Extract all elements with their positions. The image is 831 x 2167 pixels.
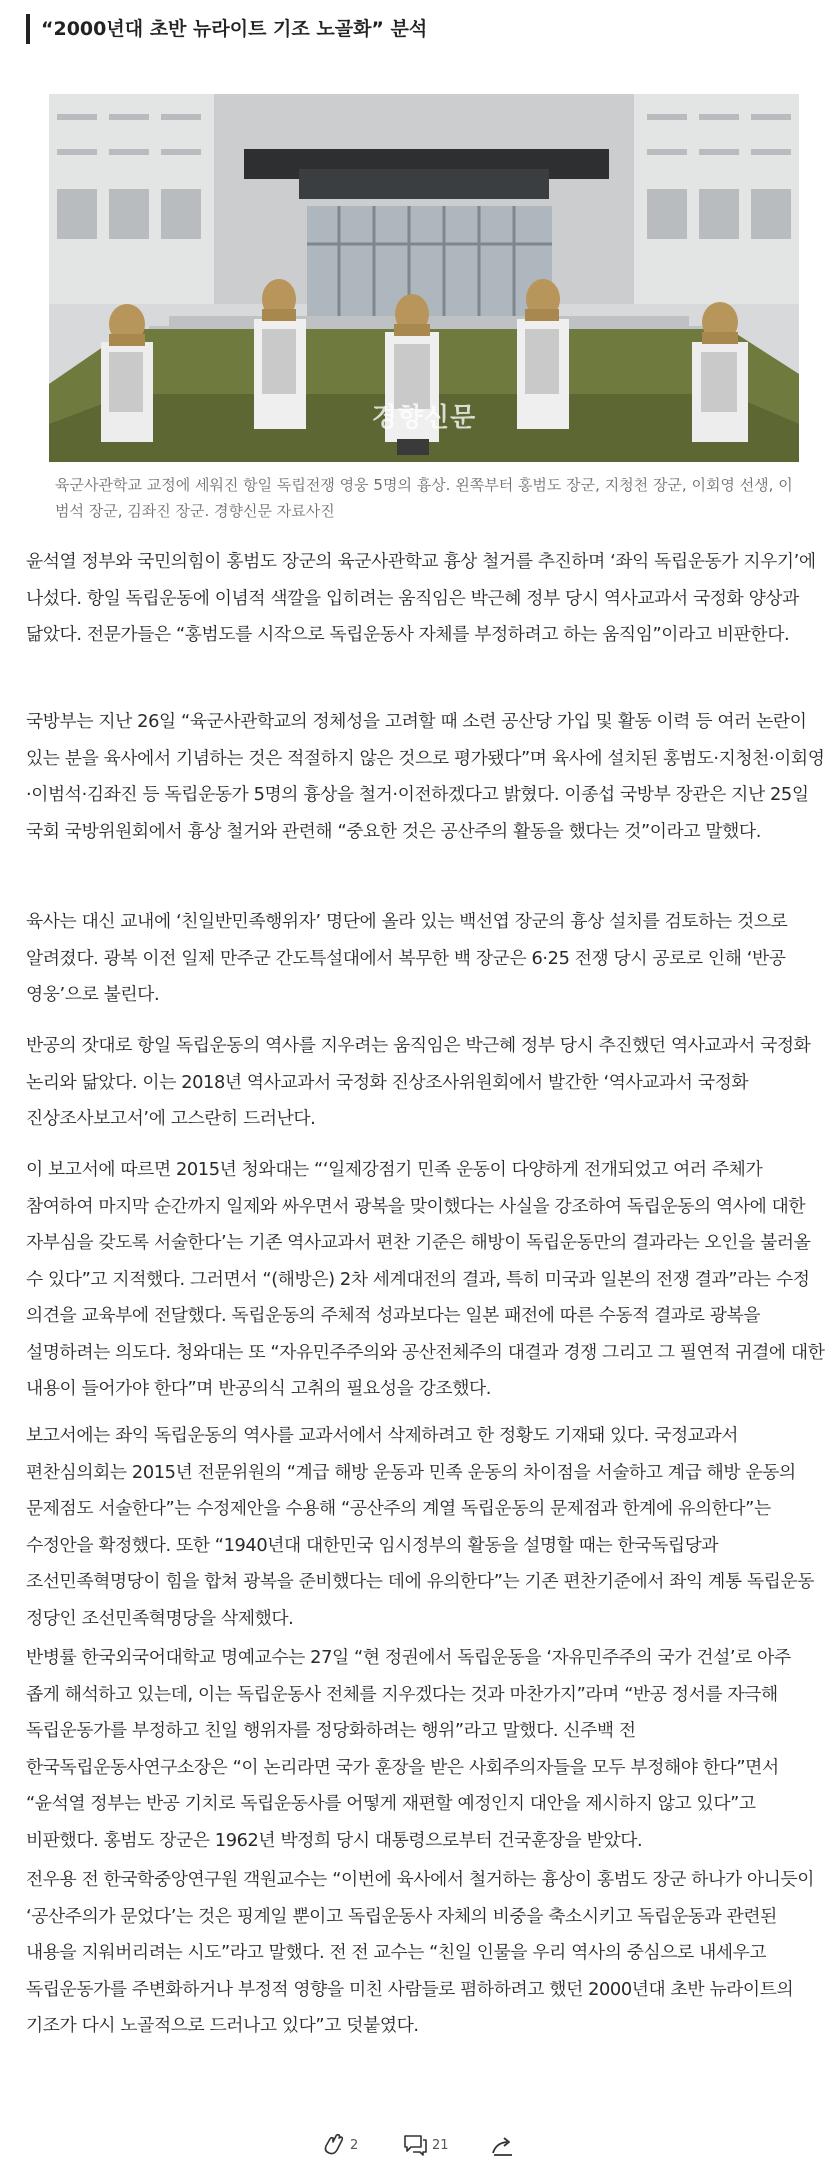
photo-watermark: 경향신문 xyxy=(371,403,477,433)
article-paragraph: 국방부는 지난 26일 “육군사관학교의 정체성을 고려할 때 소련 공산당 가입 및 활동 이력 등 여러 논란이 있는 분을 육사에서 기념하는 것은 적절하지 않은 것으로 평가됐다”며 육사에 설치된 홍범도·지청천·이회영·이범석·김좌진 등 독립운동가 5명의 흉상을 철거·이전하겠다고 밝혔다. 이종섭 국방부 장관은 지난 25일 국회 국방위원회에서 흉상 철거와 관련해 “중요한 것은 공산주의 활동을 했다는 것”이라고 말했다. xyxy=(26,711,825,842)
share-icon xyxy=(490,2132,516,2158)
comment-button[interactable] xyxy=(402,2132,449,2158)
article-paragraph: 육사는 대신 교내에 ‘친일반민족행위자’ 명단에 올라 있는 백선엽 장군의 흉상 설치를 검토하는 것으로 알려졌다. 광복 이전 일제 만주군 간도특설대에서 복무한 백 장군은 6·25 전쟁 당시 공로로 인해 ‘반공 영웅’으로 불린다. xyxy=(26,911,788,1005)
article-photo xyxy=(49,94,799,462)
comment-count: 21 xyxy=(432,2137,449,2153)
clap-count: 2 xyxy=(350,2137,359,2153)
article-subtitle: “2000년대 초반 뉴라이트 기조 노골화” 분석 xyxy=(26,14,821,44)
article-paragraph: 전우용 전 한국학중앙연구원 객원교수는 “이번에 육사에서 철거하는 흉상이 홍범도 장군 하나가 아니듯이 ‘공산주의가 문었다’는 것은 핑계일 뿐이고 독립운동사 자체의 비중을 축소시키고 독립운동과 관련된 내용을 지워버리려는 시도”라고 말했다. 전 전 교수는 “친일 인물을 우리 역사의 중심으로 내세우고 독립운동가를 주변화하거나 부정적 영향을 미친 사람들로 폄하하려고 했던 2000년대 초반 뉴라이트의 기조가 다시 노골적으로 드러나고 있다”고 덧붙였다. xyxy=(26,1869,814,2036)
comment-icon xyxy=(402,2132,428,2158)
article-paragraph: 보고서에는 좌익 독립운동의 역사를 교과서에서 삭제하려고 한 정황도 기재돼 있다. 국정교과서 편찬심의회는 2015년 전문위원의 “계급 해방 운동과 민족 운동의 차이점을 서술하고 계급 해방 운동의 문제점도 서술한다”는 수정제안을 수용해 “공산주의 계열 독립운동의 문제점과 한계에 유의한다”는 수정안을 확정했다. 또한 “1940년대 대한민국 임시정부의 활동을 설명할 때는 한국독립당과 조선민족혁명당이 힘을 합쳐 광복을 준비했다는 데에 유의한다”는 기존 편찬기준에서 좌익 계통 독립운동 정당인 조선민족혁명당을 삭제했다. xyxy=(26,1425,814,1629)
article-paragraph: 반병률 한국외국어대학교 명예교수는 27일 “현 정권에서 독립운동을 ‘자유민주주의 국가 건설’로 아주 좁게 해석하고 있는데, 이는 독립운동사 전체를 지우겠다는 것과 마찬가지”라며 “반공 정서를 자극해 독립운동가를 부정하고 친일 행위자를 정당화하려는 행위”라고 말했다. 신주백 전 한국독립운동사연구소장은 “이 논리라면 국가 훈장을 받은 사회주의자들을 모두 부정해야 한다”면서 “윤석열 정부는 반공 기치로 독립운동사를 어떻게 재편할 예정인지 대안을 제시하지 않고 있다”고 비판했다. 홍범도 장군은 1962년 박정희 당시 대통령으로부터 건국훈장을 받았다. xyxy=(26,1647,791,1851)
clap-button[interactable] xyxy=(320,2132,358,2158)
photo-caption: 육군사관학교 교정에 세워진 항일 독립전쟁 영웅 5명의 흉상. 왼쪽부터 홍범도 장군, 지청천 장군, 이회영 선생, 이범석 장군, 김좌진 장군. 경향신문 자료사진 xyxy=(55,476,793,520)
clap-icon xyxy=(320,2132,346,2158)
share-button[interactable] xyxy=(490,2132,516,2158)
article-paragraph: 윤석열 정부와 국민의힘이 홍범도 장군의 육군사관학교 흉상 철거를 추진하며 ‘좌익 독립운동가 지우기’에 나섰다. 항일 독립운동에 이념적 색깔을 입히려는 움직임은 박근혜 정부 당시 역사교과서 국정화 양상과 닮았다. 전문가들은 “홍범도를 시작으로 독립운동사 자체를 부정하려고 하는 움직임”이라고 비판한다. xyxy=(26,551,816,645)
article-action-bar xyxy=(0,2132,831,2162)
article-paragraph: 이 보고서에 따르면 2015년 청와대는 “‘일제강점기 민족 운동이 다양하게 전개되었고 여러 주체가 참여하여 마지막 순간까지 일제와 싸우면서 광복을 맞이했다는 사실을 강조하여 독립운동의 역사에 대한 자부심을 갖도록 서술한다’는 기존 역사교과서 편찬 기준은 해방이 독립운동만의 결과라는 오인을 불러올 수 있다”고 지적했다. 그러면서 “(해방은) 2차 세계대전의 결과, 특히 미국과 일본의 전쟁 결과”라는 수정 의견을 교육부에 전달했다. 독립운동의 주체적 성과보다는 일본 패전에 따른 수동적 결과로 광복을 설명하려는 의도다. 청와대는 또 “자유민주주의와 공산전체주의 대결과 경쟁 그리고 그 필연적 귀결에 대한 내용이 들어가야 한다”며 반공의식 고취의 필요성을 강조했다. xyxy=(26,1159,825,1399)
article-paragraph: 반공의 잣대로 항일 독립운동의 역사를 지우려는 움직임은 박근혜 정부 당시 추진했던 역사교과서 국정화 논리와 닮았다. 이는 2018년 역사교과서 국정화 진상조사위원회에서 발간한 ‘역사교과서 국정화 진상조사보고서’에 고스란히 드러난다. xyxy=(26,1035,811,1129)
